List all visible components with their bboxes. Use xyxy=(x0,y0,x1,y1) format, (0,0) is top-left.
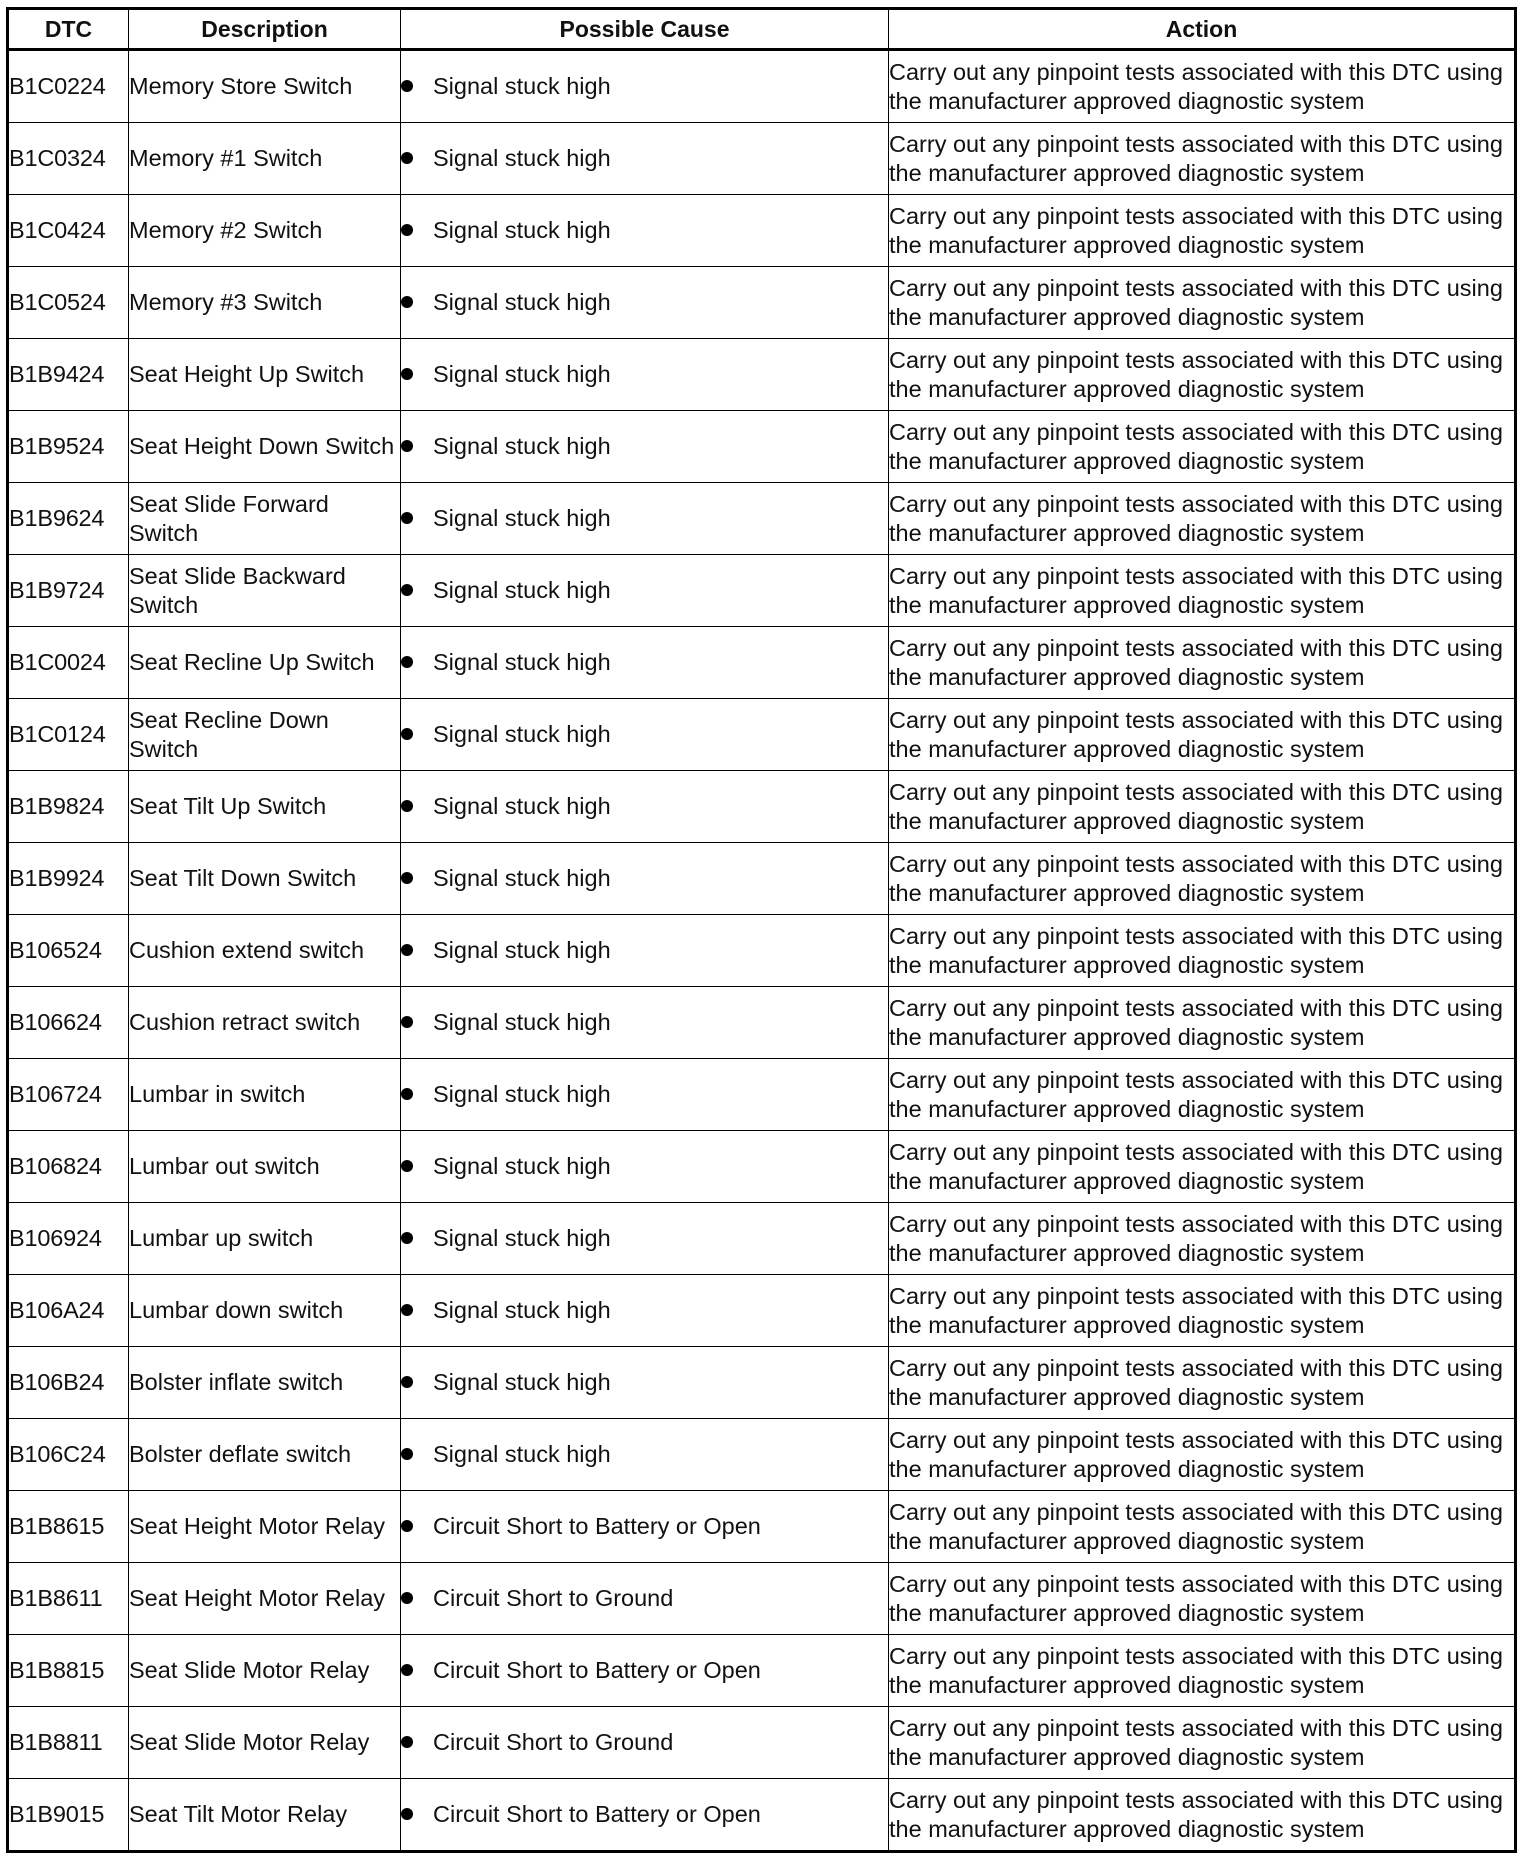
dtc-code-cell: B1B8615 xyxy=(8,1491,129,1563)
dtc-code-cell: B106524 xyxy=(8,915,129,987)
possible-cause-cell xyxy=(401,555,889,627)
table-row xyxy=(8,1419,1516,1491)
action-cell: Carry out any pinpoint tests associated with this DTC using the manufacturer approved diagnostic system xyxy=(889,339,1516,411)
possible-cause-text: Signal stuck high xyxy=(433,1441,611,1467)
dtc-table xyxy=(6,7,1517,1853)
possible-cause-cell xyxy=(401,1059,889,1131)
dtc-code-cell: B1B9015 xyxy=(8,1779,129,1852)
action-cell: Carry out any pinpoint tests associated with this DTC using the manufacturer approved diagnostic system xyxy=(889,1203,1516,1275)
dtc-code-cell: B1B9524 xyxy=(8,411,129,483)
column-header-action: Action xyxy=(889,9,1516,50)
action-cell: Carry out any pinpoint tests associated with this DTC using the manufacturer approved diagnostic system xyxy=(889,627,1516,699)
table-row xyxy=(8,1275,1516,1347)
bullet-icon xyxy=(401,944,413,956)
bullet-icon xyxy=(401,1736,413,1748)
bullet-icon xyxy=(401,1808,413,1820)
description-cell: Seat Height Up Switch xyxy=(129,339,401,411)
table-row xyxy=(8,411,1516,483)
possible-cause-cell xyxy=(401,1563,889,1635)
possible-cause-text: Signal stuck high xyxy=(433,1009,611,1035)
action-cell: Carry out any pinpoint tests associated with this DTC using the manufacturer approved diagnostic system xyxy=(889,1491,1516,1563)
possible-cause-text: Signal stuck high xyxy=(433,73,611,99)
dtc-code-cell: B106724 xyxy=(8,1059,129,1131)
table-row xyxy=(8,483,1516,555)
possible-cause-cell xyxy=(401,1203,889,1275)
description-cell: Memory Store Switch xyxy=(129,50,401,123)
possible-cause-text: Signal stuck high xyxy=(433,1369,611,1395)
possible-cause-text: Signal stuck high xyxy=(433,1153,611,1179)
description-cell: Seat Slide Motor Relay xyxy=(129,1635,401,1707)
description-cell: Seat Tilt Up Switch xyxy=(129,771,401,843)
table-row xyxy=(8,1635,1516,1707)
possible-cause-cell xyxy=(401,1275,889,1347)
action-cell: Carry out any pinpoint tests associated with this DTC using the manufacturer approved diagnostic system xyxy=(889,50,1516,123)
possible-cause-cell xyxy=(401,339,889,411)
description-cell: Seat Height Motor Relay xyxy=(129,1491,401,1563)
bullet-icon xyxy=(401,1448,413,1460)
table-row xyxy=(8,627,1516,699)
table-row xyxy=(8,1059,1516,1131)
dtc-code-cell: B1B8815 xyxy=(8,1635,129,1707)
bullet-icon xyxy=(401,152,413,164)
table-row xyxy=(8,267,1516,339)
action-cell: Carry out any pinpoint tests associated with this DTC using the manufacturer approved diagnostic system xyxy=(889,1131,1516,1203)
dtc-code-cell: B1C0524 xyxy=(8,267,129,339)
table-row xyxy=(8,123,1516,195)
possible-cause-cell xyxy=(401,483,889,555)
table-row xyxy=(8,555,1516,627)
dtc-code-cell: B1C0424 xyxy=(8,195,129,267)
action-cell: Carry out any pinpoint tests associated with this DTC using the manufacturer approved diagnostic system xyxy=(889,411,1516,483)
action-cell: Carry out any pinpoint tests associated with this DTC using the manufacturer approved diagnostic system xyxy=(889,1275,1516,1347)
possible-cause-cell xyxy=(401,1707,889,1779)
bullet-icon xyxy=(401,1160,413,1172)
possible-cause-text: Signal stuck high xyxy=(433,145,611,171)
possible-cause-cell xyxy=(401,1419,889,1491)
possible-cause-cell xyxy=(401,843,889,915)
possible-cause-text: Circuit Short to Ground xyxy=(433,1585,674,1611)
table-row xyxy=(8,339,1516,411)
bullet-icon xyxy=(401,1376,413,1388)
action-cell: Carry out any pinpoint tests associated with this DTC using the manufacturer approved diagnostic system xyxy=(889,915,1516,987)
table-row xyxy=(8,915,1516,987)
action-cell: Carry out any pinpoint tests associated with this DTC using the manufacturer approved diagnostic system xyxy=(889,195,1516,267)
action-cell: Carry out any pinpoint tests associated with this DTC using the manufacturer approved diagnostic system xyxy=(889,267,1516,339)
bullet-icon xyxy=(401,656,413,668)
action-cell: Carry out any pinpoint tests associated with this DTC using the manufacturer approved diagnostic system xyxy=(889,771,1516,843)
bullet-icon xyxy=(401,1232,413,1244)
dtc-code-cell: B106A24 xyxy=(8,1275,129,1347)
table-row xyxy=(8,987,1516,1059)
action-cell: Carry out any pinpoint tests associated with this DTC using the manufacturer approved diagnostic system xyxy=(889,1707,1516,1779)
possible-cause-text: Signal stuck high xyxy=(433,1225,611,1251)
column-header-dtc: DTC xyxy=(8,9,129,50)
table-row xyxy=(8,195,1516,267)
dtc-code-cell: B106B24 xyxy=(8,1347,129,1419)
description-cell: Seat Tilt Down Switch xyxy=(129,843,401,915)
dtc-code-cell: B1C0324 xyxy=(8,123,129,195)
dtc-code-cell: B1B8811 xyxy=(8,1707,129,1779)
bullet-icon xyxy=(401,1304,413,1316)
possible-cause-cell xyxy=(401,1779,889,1852)
action-cell: Carry out any pinpoint tests associated with this DTC using the manufacturer approved diagnostic system xyxy=(889,1563,1516,1635)
bullet-icon xyxy=(401,1088,413,1100)
description-cell: Seat Recline Down Switch xyxy=(129,699,401,771)
table-row xyxy=(8,1563,1516,1635)
possible-cause-text: Signal stuck high xyxy=(433,361,611,387)
possible-cause-cell xyxy=(401,627,889,699)
description-cell: Seat Slide Motor Relay xyxy=(129,1707,401,1779)
action-cell: Carry out any pinpoint tests associated with this DTC using the manufacturer approved diagnostic system xyxy=(889,1347,1516,1419)
dtc-code-cell: B1B9824 xyxy=(8,771,129,843)
bullet-icon xyxy=(401,440,413,452)
bullet-icon xyxy=(401,872,413,884)
description-cell: Lumbar down switch xyxy=(129,1275,401,1347)
description-cell: Seat Height Down Switch xyxy=(129,411,401,483)
action-cell: Carry out any pinpoint tests associated with this DTC using the manufacturer approved diagnostic system xyxy=(889,1779,1516,1852)
description-cell: Seat Tilt Motor Relay xyxy=(129,1779,401,1852)
possible-cause-text: Signal stuck high xyxy=(433,289,611,315)
possible-cause-text: Circuit Short to Battery or Open xyxy=(433,1801,761,1827)
action-cell: Carry out any pinpoint tests associated with this DTC using the manufacturer approved diagnostic system xyxy=(889,987,1516,1059)
bullet-icon xyxy=(401,512,413,524)
column-header-possible-cause: Possible Cause xyxy=(401,9,889,50)
table-row xyxy=(8,1779,1516,1852)
possible-cause-cell xyxy=(401,1635,889,1707)
description-cell: Memory #2 Switch xyxy=(129,195,401,267)
possible-cause-cell xyxy=(401,1347,889,1419)
bullet-icon xyxy=(401,728,413,740)
dtc-code-cell: B1B9724 xyxy=(8,555,129,627)
bullet-icon xyxy=(401,1664,413,1676)
possible-cause-text: Signal stuck high xyxy=(433,577,611,603)
bullet-icon xyxy=(401,368,413,380)
dtc-code-cell: B106C24 xyxy=(8,1419,129,1491)
possible-cause-cell xyxy=(401,699,889,771)
description-cell: Memory #3 Switch xyxy=(129,267,401,339)
bullet-icon xyxy=(401,80,413,92)
description-cell: Bolster deflate switch xyxy=(129,1419,401,1491)
table-row xyxy=(8,1203,1516,1275)
table-header-row xyxy=(8,9,1516,50)
bullet-icon xyxy=(401,800,413,812)
possible-cause-text: Signal stuck high xyxy=(433,937,611,963)
action-cell: Carry out any pinpoint tests associated with this DTC using the manufacturer approved diagnostic system xyxy=(889,483,1516,555)
bullet-icon xyxy=(401,296,413,308)
table-row xyxy=(8,1131,1516,1203)
table-row xyxy=(8,50,1516,123)
table-row xyxy=(8,1707,1516,1779)
possible-cause-cell xyxy=(401,50,889,123)
description-cell: Seat Slide Backward Switch xyxy=(129,555,401,627)
description-cell: Lumbar up switch xyxy=(129,1203,401,1275)
dtc-code-cell: B1C0224 xyxy=(8,50,129,123)
description-cell: Lumbar out switch xyxy=(129,1131,401,1203)
bullet-icon xyxy=(401,224,413,236)
description-cell: Cushion extend switch xyxy=(129,915,401,987)
possible-cause-text: Circuit Short to Ground xyxy=(433,1729,674,1755)
dtc-code-cell: B106924 xyxy=(8,1203,129,1275)
possible-cause-cell xyxy=(401,123,889,195)
action-cell: Carry out any pinpoint tests associated with this DTC using the manufacturer approved diagnostic system xyxy=(889,123,1516,195)
dtc-code-cell: B1B8611 xyxy=(8,1563,129,1635)
description-cell: Lumbar in switch xyxy=(129,1059,401,1131)
description-cell: Cushion retract switch xyxy=(129,987,401,1059)
dtc-code-cell: B1B9624 xyxy=(8,483,129,555)
dtc-code-cell: B1C0024 xyxy=(8,627,129,699)
possible-cause-text: Signal stuck high xyxy=(433,1081,611,1107)
possible-cause-cell xyxy=(401,411,889,483)
bullet-icon xyxy=(401,1016,413,1028)
possible-cause-cell xyxy=(401,771,889,843)
possible-cause-text: Signal stuck high xyxy=(433,865,611,891)
column-header-description: Description xyxy=(129,9,401,50)
dtc-code-cell: B1C0124 xyxy=(8,699,129,771)
possible-cause-text: Signal stuck high xyxy=(433,433,611,459)
description-cell: Seat Height Motor Relay xyxy=(129,1563,401,1635)
possible-cause-cell xyxy=(401,915,889,987)
possible-cause-text: Signal stuck high xyxy=(433,505,611,531)
bullet-icon xyxy=(401,1520,413,1532)
possible-cause-text: Signal stuck high xyxy=(433,1297,611,1323)
dtc-code-cell: B1B9924 xyxy=(8,843,129,915)
action-cell: Carry out any pinpoint tests associated with this DTC using the manufacturer approved diagnostic system xyxy=(889,843,1516,915)
description-cell: Bolster inflate switch xyxy=(129,1347,401,1419)
description-cell: Seat Recline Up Switch xyxy=(129,627,401,699)
table-row xyxy=(8,699,1516,771)
action-cell: Carry out any pinpoint tests associated with this DTC using the manufacturer approved diagnostic system xyxy=(889,1419,1516,1491)
action-cell: Carry out any pinpoint tests associated with this DTC using the manufacturer approved diagnostic system xyxy=(889,1059,1516,1131)
possible-cause-cell xyxy=(401,1491,889,1563)
dtc-code-cell: B106824 xyxy=(8,1131,129,1203)
possible-cause-text: Signal stuck high xyxy=(433,721,611,747)
description-cell: Seat Slide Forward Switch xyxy=(129,483,401,555)
action-cell: Carry out any pinpoint tests associated with this DTC using the manufacturer approved diagnostic system xyxy=(889,555,1516,627)
description-cell: Memory #1 Switch xyxy=(129,123,401,195)
action-cell: Carry out any pinpoint tests associated with this DTC using the manufacturer approved diagnostic system xyxy=(889,699,1516,771)
possible-cause-text: Signal stuck high xyxy=(433,793,611,819)
dtc-code-cell: B106624 xyxy=(8,987,129,1059)
bullet-icon xyxy=(401,584,413,596)
bullet-icon xyxy=(401,1592,413,1604)
table-row xyxy=(8,771,1516,843)
action-cell: Carry out any pinpoint tests associated with this DTC using the manufacturer approved diagnostic system xyxy=(889,1635,1516,1707)
dtc-code-cell: B1B9424 xyxy=(8,339,129,411)
table-body xyxy=(8,50,1516,1852)
possible-cause-text: Signal stuck high xyxy=(433,217,611,243)
possible-cause-text: Signal stuck high xyxy=(433,649,611,675)
possible-cause-cell xyxy=(401,195,889,267)
possible-cause-cell xyxy=(401,1131,889,1203)
table-row xyxy=(8,843,1516,915)
table-row xyxy=(8,1491,1516,1563)
possible-cause-cell xyxy=(401,987,889,1059)
possible-cause-text: Circuit Short to Battery or Open xyxy=(433,1657,761,1683)
table-row xyxy=(8,1347,1516,1419)
possible-cause-cell xyxy=(401,267,889,339)
possible-cause-text: Circuit Short to Battery or Open xyxy=(433,1513,761,1539)
